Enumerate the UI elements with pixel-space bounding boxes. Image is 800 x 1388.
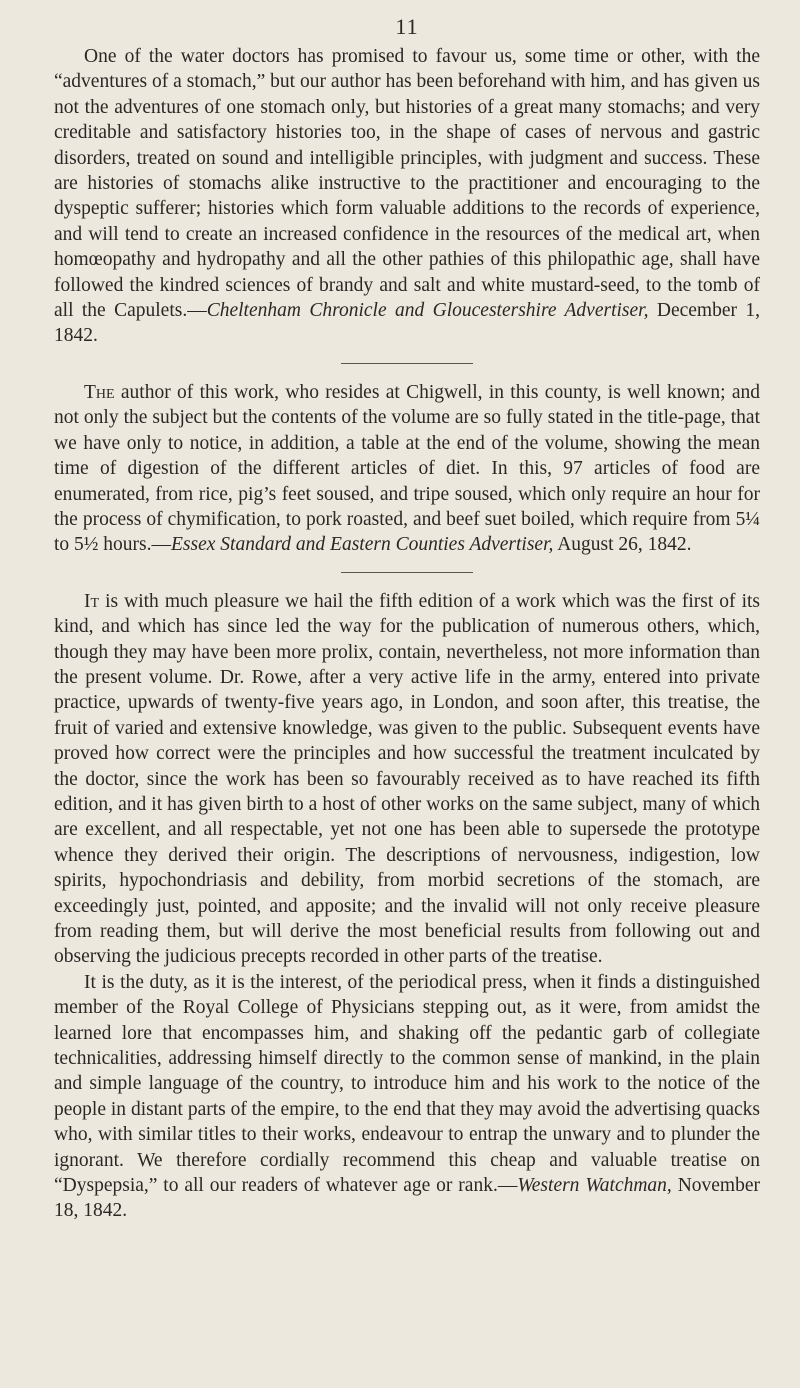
review-cheltenham — [54, 44, 760, 349]
review-source: Essex Standard and Eastern Counties Advertiser, — [171, 534, 554, 556]
review-source: Cheltenham Chronicle and Gloucestershire Advertiser, — [206, 300, 649, 322]
review-paragraph-continued — [54, 970, 760, 1224]
review-paragraph — [54, 44, 760, 349]
review-first-word: The — [84, 381, 115, 403]
review-paragraph — [54, 380, 760, 558]
review-first-word: It — [84, 590, 100, 612]
review-date: December 1, 1842. — [54, 300, 760, 347]
section-divider — [341, 572, 473, 573]
section-divider — [341, 363, 473, 364]
review-date: August 26, 1842. — [553, 534, 692, 556]
review-essex — [54, 380, 760, 558]
review-paragraph — [54, 589, 760, 970]
review-text: It is the duty, as it is the interest, of the periodical press, when it finds a distinguished member of the Royal College of Physicians stepping out, as it were, from amidst the learned lore that encompasses him, and shaking off the pedantic garb of collegiate technicalities, addressing himself directly to the common sense of mankind, in the plain and simple language of the country, to introduce him and his work to the notice of the people in distant parts of the empire, to the end that they may avoid the advertising quacks who, with similar titles to their works, endeavour to entrap the unwary and to plunder the ignorant. We therefore cordially recommend this cheap and valuable treatise on “Dyspepsia,” to all our readers of whatever age or rank.— — [54, 971, 760, 1197]
review-date: November 18, 1842. — [54, 1175, 760, 1222]
review-text: is with much pleasure we hail the fifth edition of a work which was the first of its kind, and which has since led the way for the publication of numerous others, which, though they may have been more prolix, contain, nevertheless, not more information than the present volume. Dr. Rowe, after a very active life in the army, entered into private practice, upwards of twenty-five years ago, in London, and soon after, this treatise, the fruit of varied and extensive knowledge, was given to the public. Subsequent events have proved how correct were the principles and how successful the treatment inculcated by the doctor, since the work has been so favourably received as to have reached its fifth edition, and it has given birth to a host of other works on the same subject, many of which are excellent, and all respectable, yet not one has been able to supersede the prototype whence they derived their origin. The descriptions of nervousness, indigestion, low spirits, hypochondriasis and debility, from morbid secretions of the stomach, are exceedingly just, pointed, and apposite; and the invalid will not only receive pleasure from reading them, but will derive the most beneficial results from following out and observing the judicious precepts recorded in other parts of the treatise. — [54, 590, 760, 968]
review-text: One of the water doctors has promised to favour us, some time or other, with the “adventures of a stomach,” but our author has been beforehand with him, and has given us not the adventures of one stomach only, but histories of a great many stomachs; and very creditable and satisfactory histories too, in the shape of cases of nervous and gastric disorders, treated on sound and intelligible principles, with judgment and success. These are histories of stomachs alike instructive to the practitioner and encouraging to the dyspeptic sufferer; histories which form valuable additions to the records of experience, and will tend to create an increased confidence in the resources of the medical art, when homœopathy and hydropathy and all the other pathies of this philopathic age, shall have followed the kindred sciences of brandy and salt and white mustard-seed, to the tomb of all the Capulets.— — [54, 46, 760, 322]
review-source: Western Watchman, — [517, 1175, 672, 1197]
review-text: author of this work, who resides at Chigwell, in this county, is well known; and not only the subject but the contents of the volume are so fully stated in the title-page, that we have only to notice, in addition, a table at the end of the volume, showing the mean time of digestion of the different articles of diet. In this, 97 articles of food are enumerated, from rice, pig’s feet soused, and tripe soused, which only require an hour for the process of chymification, to pork roasted, and beef suet boiled, which require from 5¼ to 5½ hours.— — [54, 381, 760, 556]
page-number: 11 — [395, 14, 419, 39]
review-western-watchman — [54, 589, 760, 1224]
